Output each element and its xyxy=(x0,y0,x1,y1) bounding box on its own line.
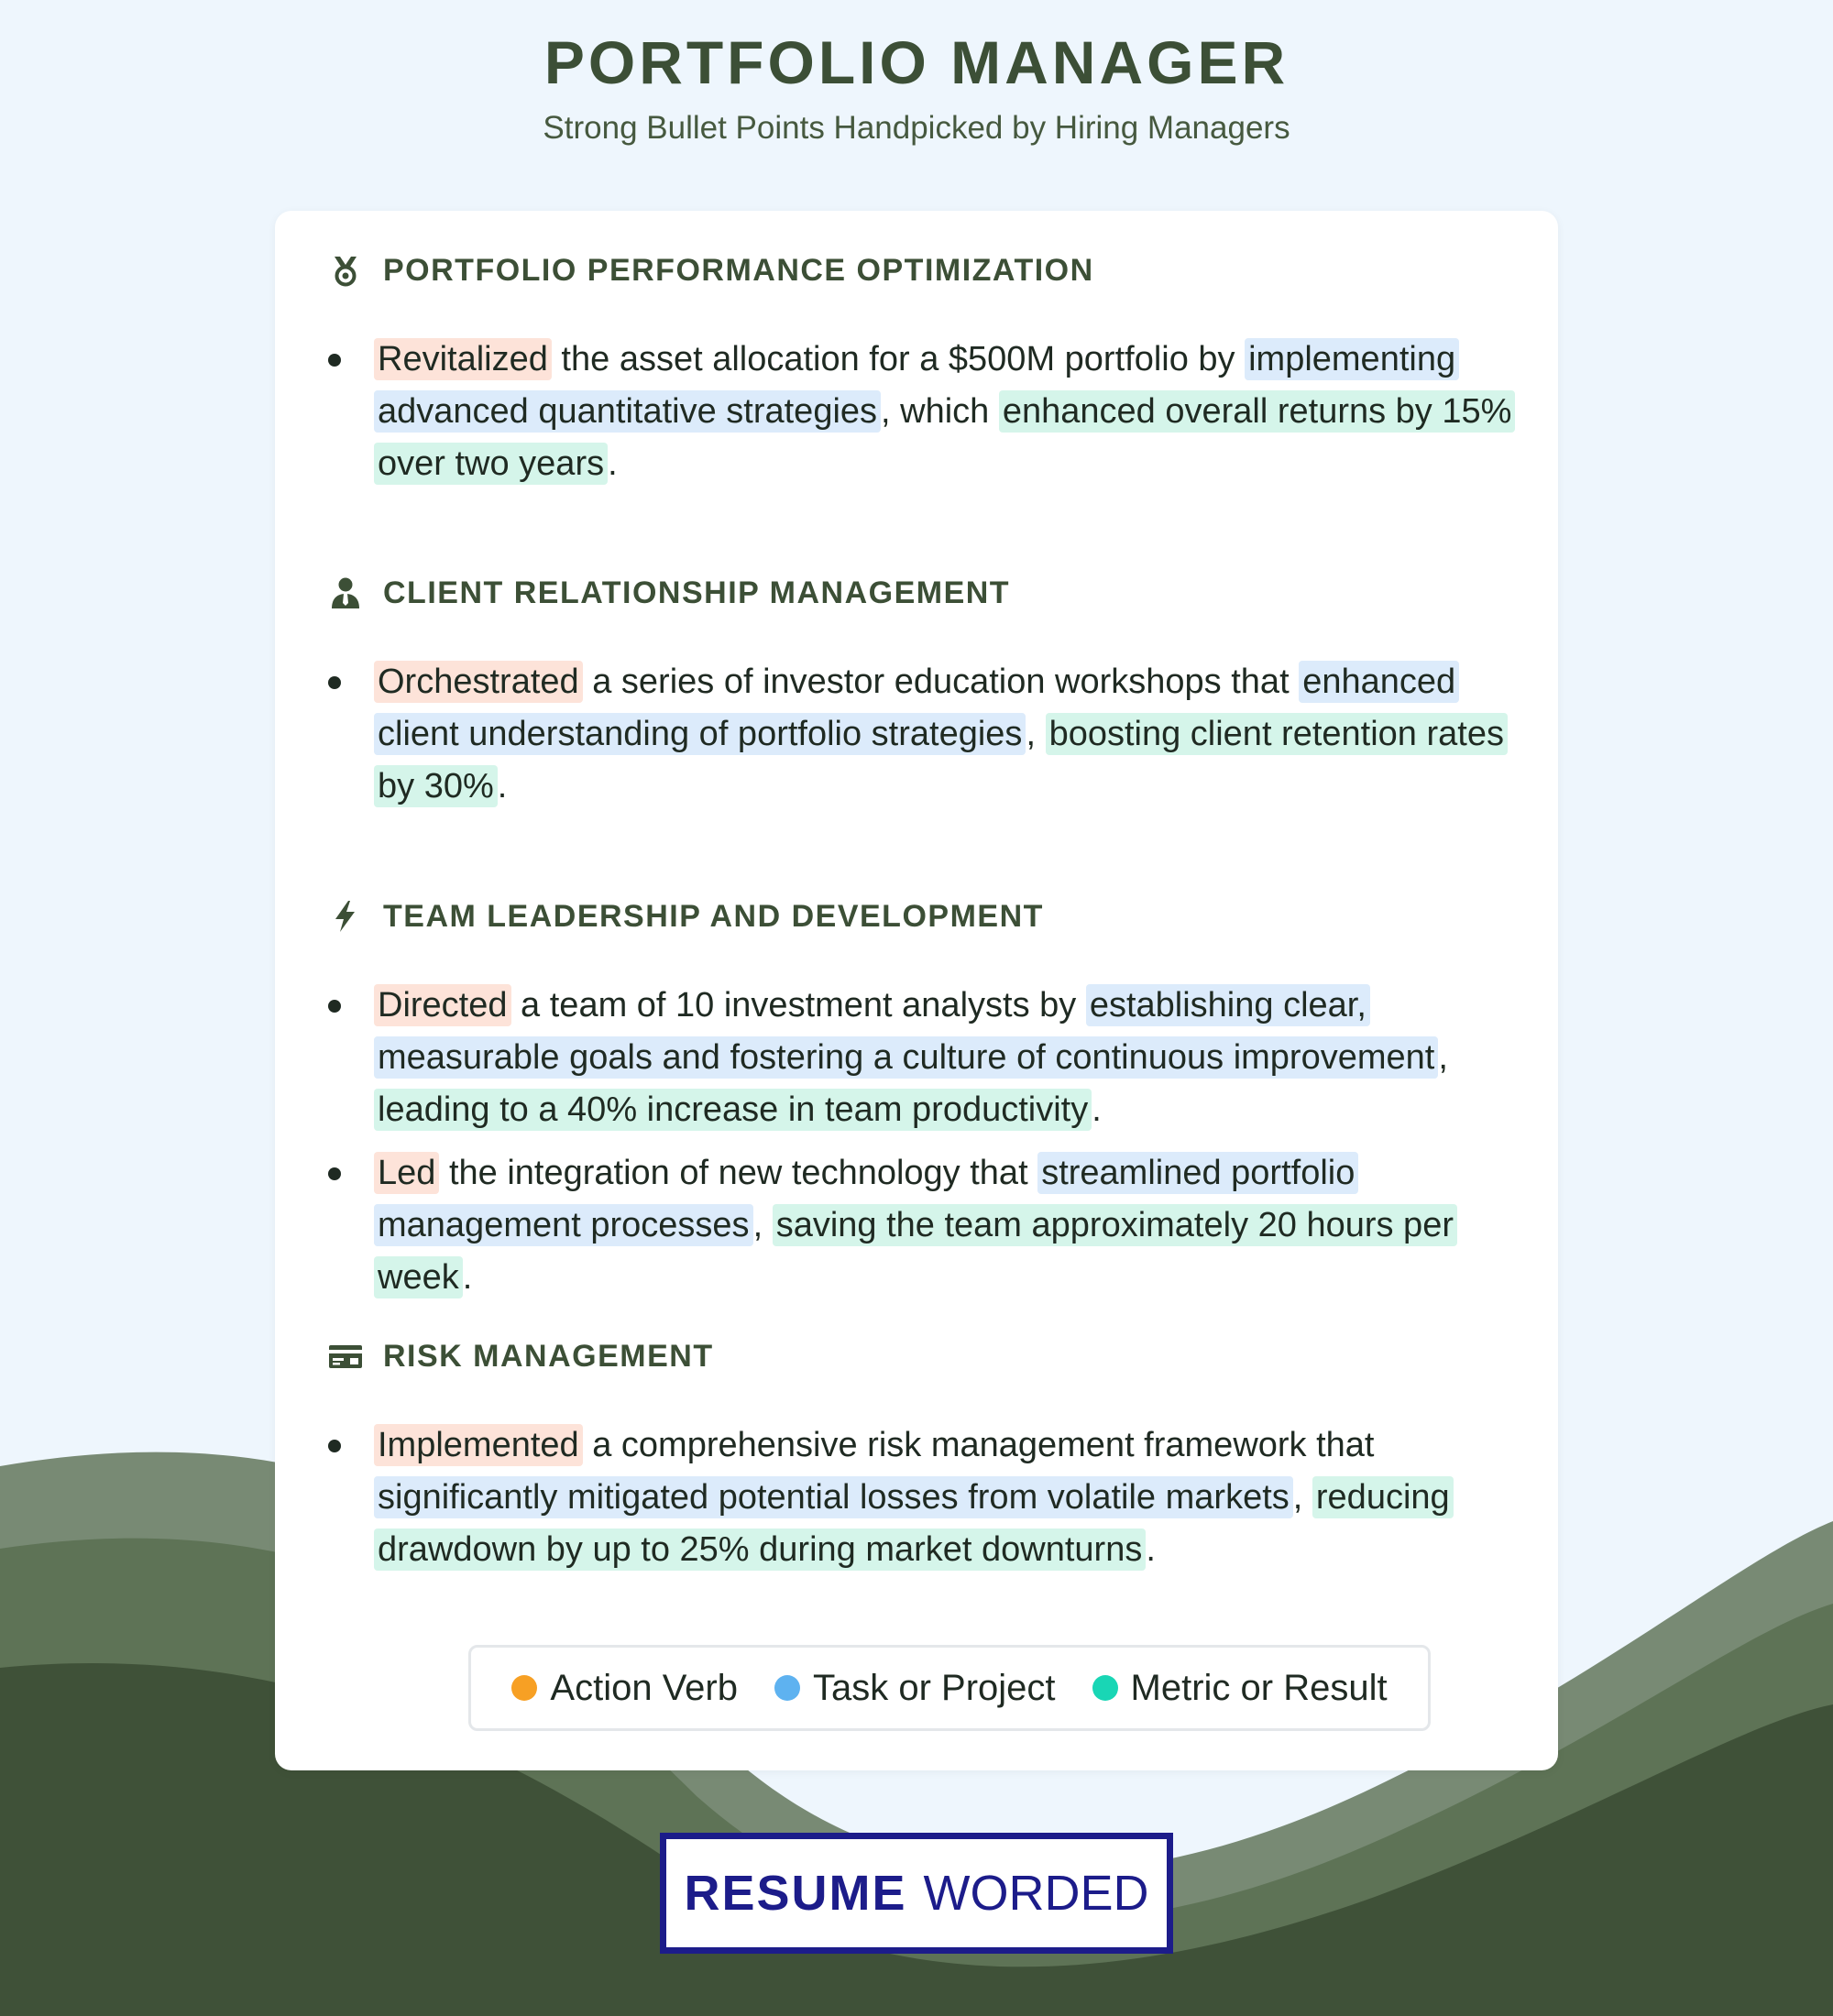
section-heading xyxy=(328,247,1538,293)
bullet-text: a comprehensive risk management framework that xyxy=(582,1426,1375,1464)
resume-worded-logo[interactable] xyxy=(660,1833,1173,1954)
section-team-leadership xyxy=(328,893,1538,1304)
bullet-point xyxy=(328,1147,1538,1304)
action-verb: Directed xyxy=(374,984,511,1026)
section-risk-management xyxy=(328,1333,1538,1576)
bullet-text: . xyxy=(608,444,618,483)
legend-label: Task or Project xyxy=(812,1667,1056,1708)
orange-dot-icon xyxy=(511,1675,537,1701)
legend-item-metric-or-result xyxy=(1092,1668,1388,1709)
task-or-project: significantly mitigated potential losses from volatile markets xyxy=(374,1476,1293,1518)
section-heading-label: RISK MANAGEMENT xyxy=(383,1338,714,1374)
credit-card-icon xyxy=(328,1339,363,1374)
logo-text-light: WORDED xyxy=(923,1866,1149,1921)
bullet-point xyxy=(328,656,1538,813)
page-header xyxy=(0,27,1833,147)
section-heading xyxy=(328,1333,1538,1379)
bullet-point xyxy=(328,1419,1538,1576)
bullet-text: the asset allocation for a $500M portfolio by xyxy=(551,340,1246,378)
bullet-text: , xyxy=(752,1206,773,1244)
action-verb: Led xyxy=(374,1152,439,1194)
action-verb: Orchestrated xyxy=(374,661,583,703)
bullet-point xyxy=(328,334,1538,490)
bullet-text: , xyxy=(1292,1478,1312,1517)
metric-or-result: saving the team approximately 20 hours per week xyxy=(374,1204,1457,1298)
task-or-project: streamlined portfolio management processes xyxy=(374,1152,1358,1246)
action-verb: Implemented xyxy=(374,1424,583,1466)
bullet-list xyxy=(328,980,1538,1304)
bullet-list xyxy=(328,656,1538,813)
bullet-text: , which xyxy=(881,392,999,431)
bullet-text: , xyxy=(1438,1038,1448,1077)
section-heading xyxy=(328,893,1538,939)
task-or-project: enhanced client understanding of portfolio strategies xyxy=(374,661,1459,755)
bullet-text: . xyxy=(1146,1530,1156,1569)
section-heading-label: TEAM LEADERSHIP AND DEVELOPMENT xyxy=(383,898,1044,934)
bullet-text: a series of investor education workshops that xyxy=(582,663,1300,701)
bullet-text: . xyxy=(462,1258,473,1297)
legend-label: Metric or Result xyxy=(1130,1667,1388,1708)
section-heading-label: CLIENT RELATIONSHIP MANAGEMENT xyxy=(383,575,1011,610)
bullet-text: the integration of new technology that xyxy=(439,1154,1038,1192)
page-title: PORTFOLIO MANAGER xyxy=(543,28,1290,96)
metric-or-result: reducing drawdown by up to 25% during market downturns xyxy=(374,1476,1454,1571)
bolt-icon xyxy=(328,899,363,934)
metric-or-result: leading to a 40% increase in team productivity xyxy=(374,1089,1092,1131)
highlight-legend xyxy=(468,1645,1431,1731)
bullet-text: a team of 10 investment analysts by xyxy=(510,986,1086,1024)
logo-text-strong: RESUME xyxy=(684,1866,907,1921)
bullet-point xyxy=(328,980,1538,1136)
medal-icon xyxy=(328,253,363,288)
page-subtitle: Strong Bullet Points Handpicked by Hiring Managers xyxy=(543,110,1290,146)
section-heading xyxy=(328,570,1538,616)
bullet-text: , xyxy=(1026,715,1046,753)
blue-dot-icon xyxy=(774,1675,800,1701)
legend-item-action-verb xyxy=(511,1668,738,1709)
task-or-project: establishing clear, measurable goals and fostering a culture of continuous improvement xyxy=(374,984,1438,1079)
section-portfolio-performance xyxy=(328,247,1538,490)
metric-or-result: enhanced overall returns by 15% over two years xyxy=(374,390,1515,485)
legend-label: Action Verb xyxy=(550,1667,738,1708)
bullet-list xyxy=(328,1419,1538,1576)
resume-card xyxy=(275,211,1558,1770)
user-tie-icon xyxy=(328,575,363,610)
section-client-relationship xyxy=(328,570,1538,813)
task-or-project: implementing advanced quantitative strategies xyxy=(374,338,1459,433)
legend-item-task-or-project xyxy=(774,1668,1056,1709)
bullet-text: . xyxy=(1092,1090,1102,1129)
action-verb: Revitalized xyxy=(374,338,552,380)
bullet-list xyxy=(328,334,1538,490)
teal-dot-icon xyxy=(1092,1675,1118,1701)
section-heading-label: PORTFOLIO PERFORMANCE OPTIMIZATION xyxy=(383,252,1094,288)
metric-or-result: boosting client retention rates by 30% xyxy=(374,713,1508,807)
bullet-text: . xyxy=(497,767,508,805)
